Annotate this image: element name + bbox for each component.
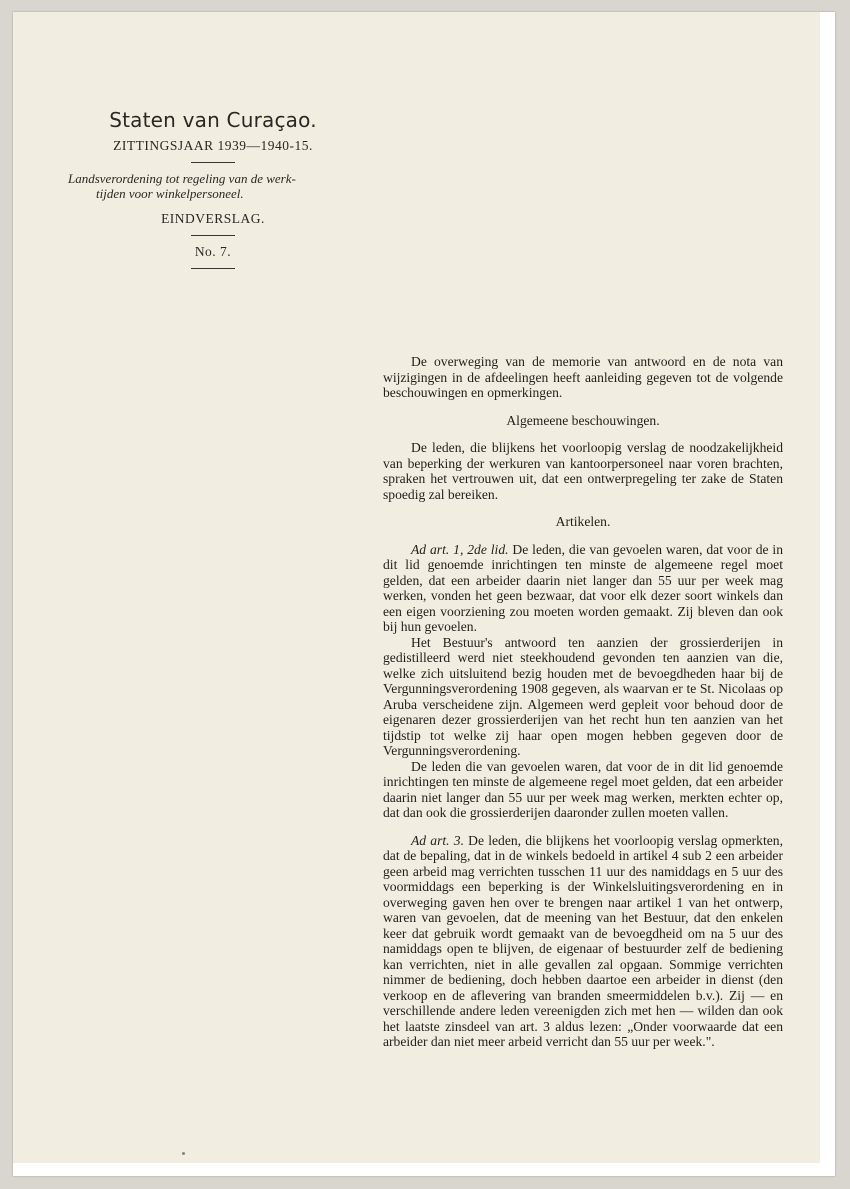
general-paragraph: De leden, die blijkens het voorloopig verslag de noodzakelijkheid van beperking der werkuren van kantoorpersoneel naar voren brachten, spraken het vertrouwen uit, dat een ontwerpregeling ter zake de Staten spoedig zal bereiken. — [383, 440, 783, 502]
heading-articles: Artikelen. — [555, 514, 611, 529]
article-1-paragraph — [383, 542, 783, 635]
paper-speck — [182, 1152, 185, 1155]
page-margin-bottom — [13, 1163, 835, 1176]
session-year: ZITTINGSJAAR 1939—1940-15. — [113, 138, 313, 153]
article-3-label: Ad art. 3. — [411, 832, 464, 848]
article-3-paragraph — [383, 833, 783, 1050]
divider — [191, 268, 235, 269]
article-1-paragraph-3: De leden die van gevoelen waren, dat voor de in dit lid genoemde inrichtingen ten minste de algemeene regel moet gelden, dat een arbeider daarin niet langer dan 55 uur per week mag werken, merkten echter op, dat dan ook die grossierderijen daaronder zullen moeten vallen. — [383, 758, 783, 820]
divider — [191, 162, 235, 163]
subject — [68, 171, 358, 201]
report-body — [383, 354, 783, 1050]
article-1-text: De leden, die van gevoelen waren, dat voor de in dit lid genoemde inrichtingen ten minste de algemeene regel moet gelden, dat een arbeider daarin niet langer dan 55 uur per week mag werken, vonden het geen bezwaar, dat voor elk dezer soort winkels dan een eigen voorziening zou moeten worden gemaakt. Zij bleven dan ook bij hun gevoelen. — [383, 541, 783, 634]
heading-general: Algemeene beschouwingen. — [506, 412, 660, 428]
intro-paragraph: De overweging van de memorie van antwoord en de nota van wijzigingen in de afdeelingen heeft aanleiding gegeven tot de volgende beschouwingen en opmerkingen. — [383, 354, 783, 400]
page-title: Staten van Curaçao. — [109, 108, 317, 132]
document-header — [53, 108, 373, 277]
document-type: EINDVERSLAG. — [161, 211, 265, 226]
subject-line-2: tijden voor winkelpersoneel. — [96, 186, 244, 201]
page-margin-right — [820, 12, 835, 1176]
document-page — [13, 12, 835, 1176]
article-1-label: Ad art. 1, 2de lid. — [411, 541, 509, 557]
divider — [191, 235, 235, 236]
subject-line-1: Landsverordening tot regeling van de werk- — [68, 171, 296, 186]
article-3-text: De leden, die blijkens het voorloopig verslag opmerkten, dat de bepaling, dat in de winkels bedoeld in artikel 4 sub 2 een arbeider geen arbeid mag verrichten tusschen 11 uur des namiddags en 5 uur des voormiddags een beperking is der Winkelsluitingsverordening en in overweging gaven hen over te brengen naar artikel 1 van het ontwerp, waren van gevoelen, dat de meening van het Bestuur, dat den enkelen keer dat gebruik wordt gemaakt van de bevoegdheid om na 5 uur des namiddags open te blijven, de eigenaar of bestuurder zelf de bediening kan verrichten, niet in alle gevallen zal opgaan. Sommige verrichten nimmer de bediening, doch hebben daartoe een arbeider in dienst (den verkoop en de aflevering van branden smeermiddelen b.v.). Zij — en verschillende andere leden vereenigden zich met hen — wilden dan ook het laatste zinsdeel van art. 3 aldus lezen: „Onder voorwaarde dat een arbeider dan niet meer arbeid verricht dan 55 uur per week.". — [383, 832, 783, 1049]
article-1-paragraph-2: Het Bestuur's antwoord ten aanzien der grossierderijen in gedistilleerd werd niet steekhoudend gevonden ten aanzien van die, welke zich uitsluitend bezig houden met de bevoegdheden haar bij de Vergunningsverordening 1908 gegeven, als waarvan er te St. Nicolaas op Aruba verscheidene zijn. Algemeen werd gepleit voor behoud door de eigenaren dezer grossierderijen van het recht hun ten aanzien van het tijdstip tot welke zij haar open mogen hebben gegeven door de Vergunningsverordening. — [383, 634, 783, 758]
document-number: No. 7. — [194, 244, 232, 259]
